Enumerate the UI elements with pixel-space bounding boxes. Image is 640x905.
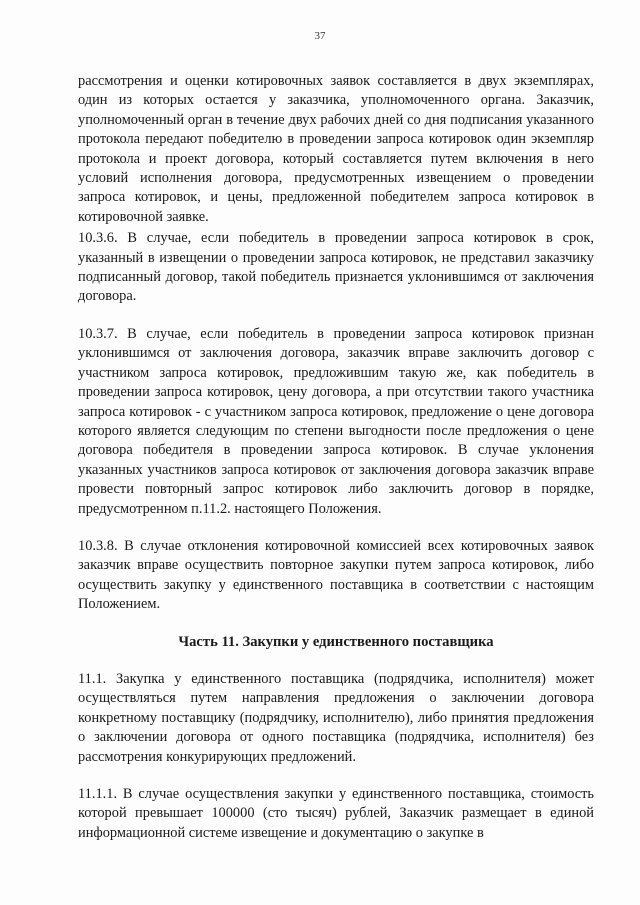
paragraph-protocol-copies: рассмотрения и оценки котировочных заявок составляется в двух экземплярах, один из которых остается у заказчика, уполномоченного органа. Заказчик, уполномоченный орган в течение двух рабочих дней со дня подписания указанного протокола передают победителю в проведении запроса котировок один экземпляр протокола и проект договора, который составляется путем включения в него условий исполнения договора, предусмотренных извещением о проведении запроса котировок, и цены, предложенной победителем запроса котировок в котировочной заявке. [78,73,594,225]
section-title: Часть 11. Закупки у единственного поставщика [178,633,494,650]
paragraph-11-1-1: 11.1.1. В случае осуществления закупки у единственного поставщика, стоимость которой превышает 100000 (сто тысяч) рублей, Заказчик размещает в единой информационной системе извещение и документацию о закупке в [78,786,594,841]
paragraph-10-3-8: 10.3.8. В случае отклонения котировочной комиссией всех котировочных заявок заказчик вправе осуществить повторное закупки путем запроса котировок, либо осуществить закупку у единственного поставщика в соответствии с настоящим Положением. [78,537,594,613]
paragraph-11-1: 11.1. Закупка у единственного поставщика (подрядчика, исполнителя) может осуществляться путем направления предложения о заключении договора конкретному поставщику (подрядчику, исполнителю), либо принятия предложения о заключении договора от одного поставщика (подрядчика, исполнителя) без рассмотрения конкурирующих предложений. [78,670,594,765]
page-number: 37 [314,30,326,42]
paragraph-10-3-7: 10.3.7. В случае, если победитель в проведении запроса котировок признан уклонившимся от заключения договора, заказчик вправе заключить договор с участником запроса котировок, предложившим такую же, как победитель в проведении запроса котировок, цену договора, а при отсутствии такого участника запроса котировок - с участником запроса котировок, предложение о цене договора которого является следующим по степени выгодности после предложения о цене договора победителя в проведении запроса котировок. В случае уклонения указанных участников запроса котировок от заключения договора заказчик вправе провести повторный запрос котировок либо заключить договор в порядке, предусмотренном п.11.2. настоящего Положения. [78,325,594,517]
document-body [78,72,594,843]
paragraph-10-3-6: 10.3.6. В случае, если победитель в проведении запроса котировок в срок, указанный в извещении о проведении запроса котировок, не представил заказчику подписанный договор, такой победитель признается уклонившимся от заключения договора. [78,230,594,305]
